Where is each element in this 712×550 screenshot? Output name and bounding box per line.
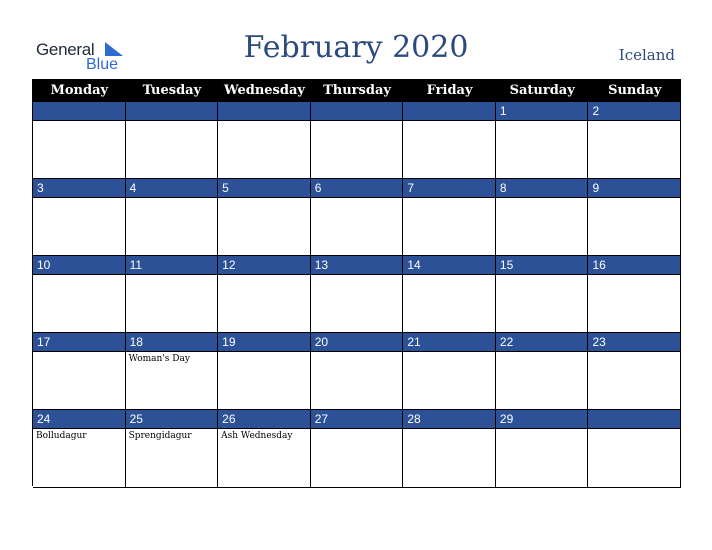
day-cell <box>126 410 219 488</box>
day-cell <box>588 179 681 256</box>
day-number: 4 <box>126 179 218 198</box>
day-cell <box>126 256 219 333</box>
day-number: 21 <box>403 333 495 352</box>
day-number: 6 <box>311 179 403 198</box>
day-number <box>588 410 680 429</box>
day-number: 12 <box>218 256 310 275</box>
day-number: 17 <box>33 333 125 352</box>
day-cell <box>311 179 404 256</box>
week-row <box>33 333 681 410</box>
day-cell <box>496 179 589 256</box>
day-cell <box>588 333 681 410</box>
day-cell <box>33 256 126 333</box>
day-number: 11 <box>126 256 218 275</box>
day-number: 23 <box>588 333 680 352</box>
day-cell <box>33 410 126 488</box>
day-cell <box>218 410 311 488</box>
day-cell <box>403 179 496 256</box>
logo-general-text: General <box>36 40 95 59</box>
day-cell <box>33 333 126 410</box>
day-number: 19 <box>218 333 310 352</box>
holiday-label: Woman's Day <box>128 354 190 364</box>
day-number: 1 <box>496 102 588 121</box>
day-cell <box>496 333 589 410</box>
weekday-header <box>33 80 681 102</box>
day-cell <box>218 256 311 333</box>
day-cell <box>311 256 404 333</box>
day-number <box>33 102 125 121</box>
weekday-monday: Monday <box>50 83 109 98</box>
weeks-container <box>33 102 681 488</box>
day-number: 15 <box>496 256 588 275</box>
weekday-tuesday: Tuesday <box>142 83 202 98</box>
week-row <box>33 179 681 256</box>
weekday-wednesday: Wednesday <box>223 83 305 98</box>
day-cell <box>311 410 404 488</box>
holiday-label: Ash Wednesday <box>221 431 293 441</box>
day-number: 9 <box>588 179 680 198</box>
day-number: 29 <box>496 410 588 429</box>
holiday-label: Bolludagur <box>36 431 87 441</box>
day-number: 24 <box>33 410 125 429</box>
day-number: 3 <box>33 179 125 198</box>
day-cell <box>126 179 219 256</box>
day-number: 18 <box>126 333 218 352</box>
day-cell <box>588 102 681 179</box>
day-number: 22 <box>496 333 588 352</box>
day-number: 28 <box>403 410 495 429</box>
day-cell <box>126 333 219 410</box>
week-row <box>33 102 681 179</box>
day-cell <box>311 102 404 179</box>
day-cell <box>126 102 219 179</box>
day-cell <box>403 102 496 179</box>
day-cell <box>403 333 496 410</box>
day-number: 14 <box>403 256 495 275</box>
day-number <box>403 102 495 121</box>
day-number: 10 <box>33 256 125 275</box>
day-cell <box>496 410 589 488</box>
day-cell <box>496 256 589 333</box>
holiday-label: Sprengidagur <box>128 431 192 441</box>
weekday-friday: Friday <box>426 83 473 98</box>
day-number: 20 <box>311 333 403 352</box>
page-title: February 2020 <box>243 30 469 65</box>
week-row <box>33 256 681 333</box>
day-cell <box>588 256 681 333</box>
day-number: 27 <box>311 410 403 429</box>
day-number: 25 <box>126 410 218 429</box>
logo-blue-text: Blue <box>86 56 119 73</box>
day-cell <box>218 179 311 256</box>
day-cell <box>403 410 496 488</box>
day-number: 2 <box>588 102 680 121</box>
country-label: Iceland <box>618 46 675 64</box>
day-number: 13 <box>311 256 403 275</box>
weekday-sunday: Sunday <box>608 83 662 98</box>
day-number: 16 <box>588 256 680 275</box>
day-number <box>311 102 403 121</box>
day-cell <box>33 179 126 256</box>
weekday-saturday: Saturday <box>509 83 575 98</box>
day-cell <box>403 256 496 333</box>
day-number: 8 <box>496 179 588 198</box>
day-number: 7 <box>403 179 495 198</box>
day-number <box>218 102 310 121</box>
day-cell <box>588 410 681 488</box>
week-row <box>33 410 681 488</box>
day-cell <box>33 102 126 179</box>
day-number: 26 <box>218 410 310 429</box>
calendar-grid <box>32 79 681 486</box>
weekday-thursday: Thursday <box>323 83 391 98</box>
day-cell <box>218 333 311 410</box>
day-number <box>126 102 218 121</box>
day-cell <box>311 333 404 410</box>
day-cell <box>496 102 589 179</box>
day-number: 5 <box>218 179 310 198</box>
day-cell <box>218 102 311 179</box>
